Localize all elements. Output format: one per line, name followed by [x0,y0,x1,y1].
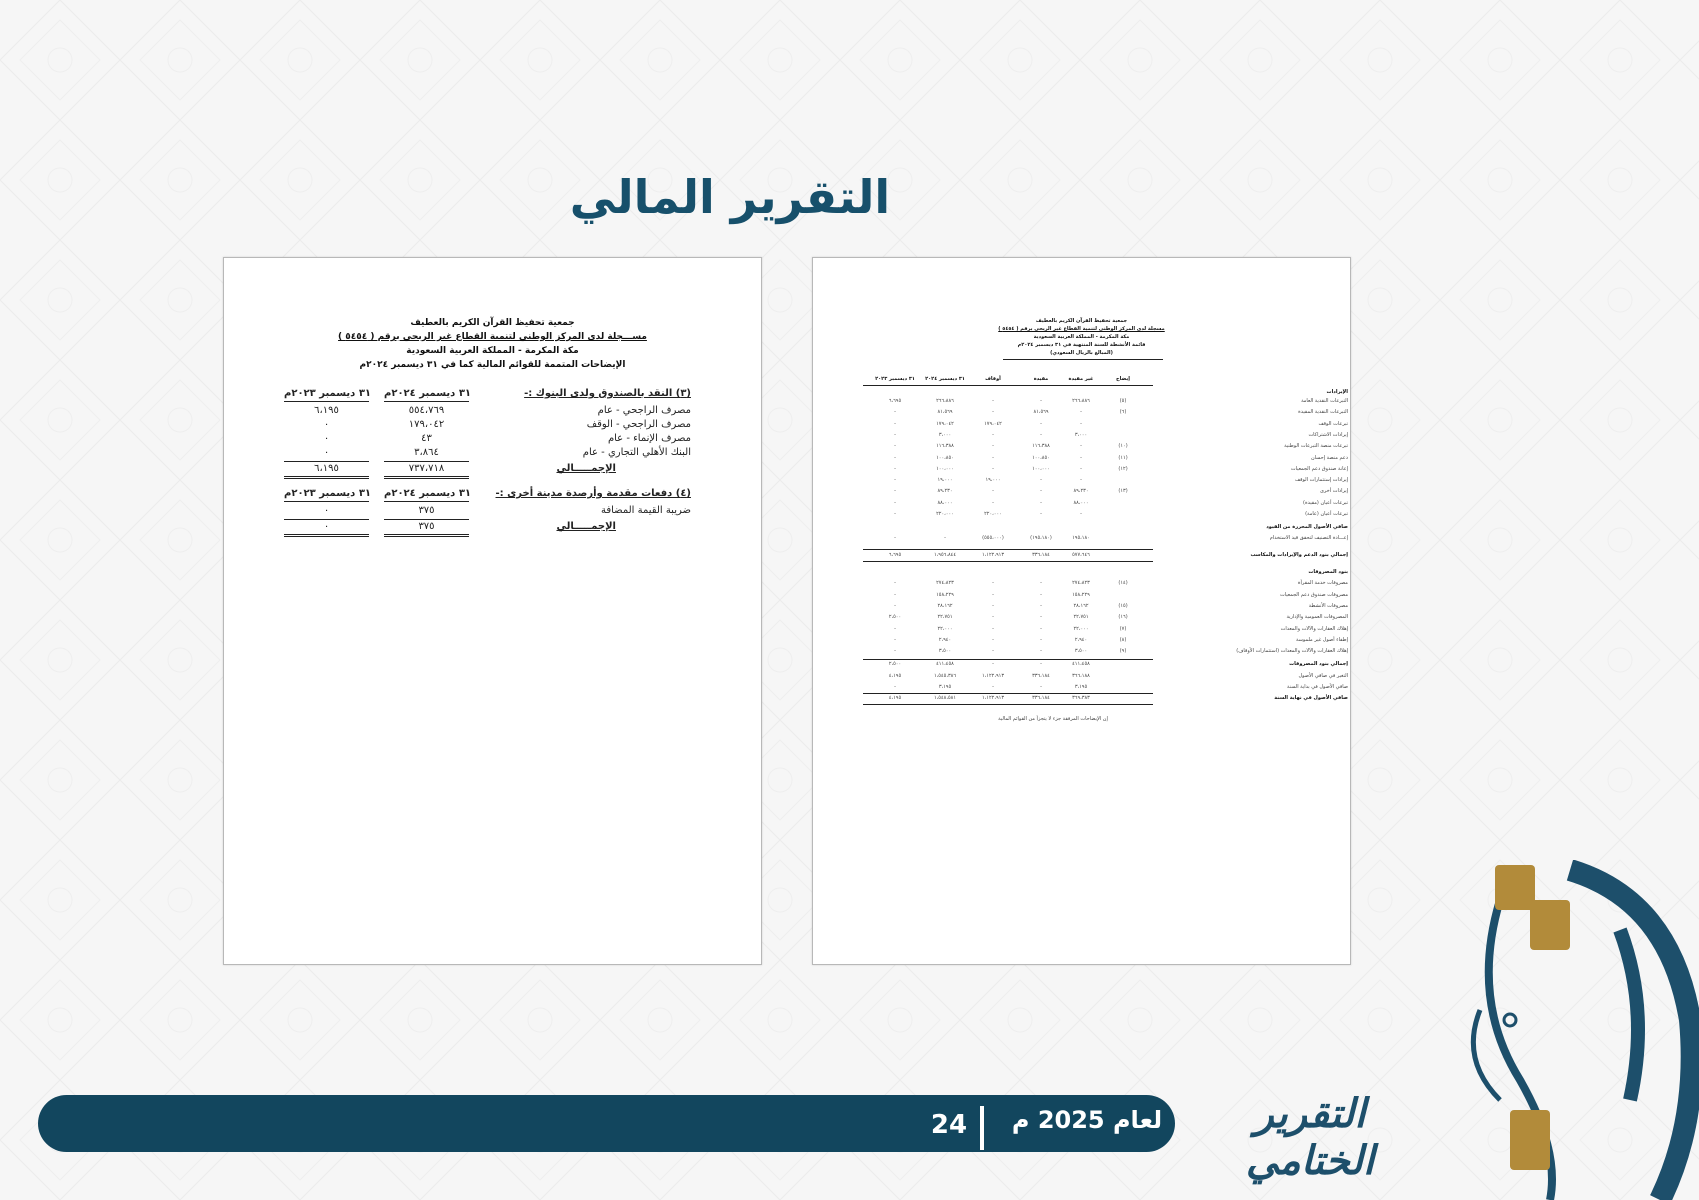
row-value: ١٩،٠٠٠ [985,477,1001,484]
row-label: مصروفات صندوق دعم الجمعيات [1280,591,1348,598]
row-value: - [894,511,896,517]
row-label: تبرعات الوقف [1318,420,1348,427]
note3-row-2023: ٠ [323,433,330,444]
row-label: صافي الأصول في نهاية السنة [1274,695,1348,702]
divider [384,476,469,479]
note3-row-label: البنك الأهلي التجاري - عام [582,447,691,458]
note4-row-label: ضريبة القيمة المضافة [600,505,691,516]
row-value: - [1080,443,1082,450]
row-value: - [992,636,994,643]
note3-row-label: مصرف الراجحي - الوقف [586,419,691,430]
row-value: ٢٦٦،٨٨٦ [1072,398,1090,404]
row-value: ١،١٢٢،٩١٣ [981,673,1005,680]
doc-header-line-1: جمعية تحفيظ القرآن الكريم بالعطيف [1035,318,1128,324]
row-value: ٨١،٥٦٩ [937,409,953,416]
row-value: ٨٩،٢٣٠ [1073,488,1089,495]
row-label: المصروفات العمومية والإدارية [1286,614,1348,621]
row-value: ٣،١٩٥ [938,684,952,691]
row-value: ٢٢،٠٠٠ [1073,625,1089,632]
row-note: (٩) [1119,648,1127,655]
row-note: (٨) [1119,636,1127,643]
note3-row-label: مصرف الراجحي - عام [597,405,691,416]
row-value: - [894,602,896,609]
page-number: 24 [930,1110,968,1140]
note3-row-label: مصرف الإنماء - عام [607,433,691,444]
row-value: ٨٩،٢٣٠ [937,488,953,495]
row-value: - [1080,477,1082,484]
row-value: ١٠٠،٠٠٠ [936,465,954,472]
doc-header-line-2: مسجلة لدى المركز الوطني لتنمية القطاع غير الربحي برقم ( ٥٤٥٤ ) [998,326,1165,332]
column-header: مقيدة [1033,376,1049,382]
row-value: - [1040,614,1042,621]
doc-header-line-4: الإيضاحات المتممة للقوائم المالية كما في ٣١ ديسمبر ٢٠٢٤م [359,360,626,370]
row-value: - [894,477,896,484]
row-value: ٢،٩٤٠ [1074,636,1088,643]
row-value: ٨١،٥٦٩ [1033,409,1049,416]
row-value: ٦،٦٩٥ [888,552,902,559]
doc-header-line-3: مكة المكرمة - المملكة العربية السعودية [406,346,579,356]
note3-col-2024: ٣١ ديسمبر ٢٠٢٤م [384,388,472,399]
row-value: - [1040,648,1042,655]
divider [863,385,1153,386]
row-value: ٥٧٧،٦٤٦ [1072,552,1090,559]
doc-header-line-1: جمعية تحفيظ القرآن الكريم بالعطيف [410,318,575,328]
row-value: ١،٥٤٨،٥٨١ [933,695,957,702]
section-title: بنود المصروفات [1308,569,1348,576]
column-header: إيضاح [1116,376,1130,382]
row-label: مصروفات خدمة المقرأة [1297,580,1348,587]
row-label: تبرعات أعيان (عامة) [1305,511,1348,517]
note3-col-2023: ٣١ ديسمبر ٢٠٢٣م [284,388,372,399]
row-value: ٣٦٦،١٨٨ [1072,673,1090,680]
row-value: - [1040,580,1042,587]
row-value: - [1080,409,1082,416]
row-value: - [894,648,896,655]
row-value: ١٧٩،٠٤٢ [936,420,954,427]
row-value: ٢٧٤،٨٢٣ [936,580,954,587]
row-label: إهلاك العقارات والآلات والمعدات [1280,625,1348,632]
note4-total-2024: ٣٧٥ [418,521,435,532]
row-value: ١٥٨،٢٢٩ [1072,591,1090,598]
divider [284,534,369,537]
row-value: ١١٦،٣٨٨ [1032,443,1050,450]
row-value: ٣،٥٠٠ [1074,648,1088,655]
row-value: - [992,409,994,416]
note3-row-2024: ٥٥٤،٧٦٩ [408,405,445,416]
row-value: ٢٨،١٦٢ [937,602,953,609]
row-value: ١٠٠،٠٠٠ [1032,465,1050,472]
divider [863,704,1153,705]
row-value: ١٧٩،٠٤٢ [984,420,1002,427]
row-value: - [1080,511,1082,517]
document-activities-page [812,257,1351,965]
row-label: إجمالي بنود الدعم والإيرادات والمكاسب [1250,552,1348,559]
row-label: صافي الأصول المحررة من القيود [1266,524,1348,531]
row-value: - [1040,636,1042,643]
row-note: (١٢) [1118,465,1128,472]
row-value: - [894,535,896,542]
row-value: ٢،٩٤٠ [938,636,952,643]
row-value: (٥٥٥،٠٠٠) [982,535,1004,542]
row-value: ٨٨،٠٠٠ [937,499,953,506]
decorative-calligraphy-graphic [1440,860,1699,1200]
row-value: - [1040,431,1042,438]
row-value: ٤،١٩٥ [888,673,902,680]
row-value: - [1080,454,1082,461]
row-value: ٢٦٦،٨٨٦ [936,398,954,404]
row-value: - [894,684,896,691]
note3-row-2024: ٣،٨٦٤ [414,447,439,458]
row-value: - [1040,661,1042,668]
row-note: (١١) [1118,454,1128,461]
divider [863,561,1153,562]
row-value: ٣،٠٠٠ [938,431,952,438]
row-value: - [992,602,994,609]
row-value: ٢٧٤،٨٢٣ [1072,580,1090,587]
row-value: ١٥٨،٢٢٩ [936,591,954,598]
row-label: التبرعات النقدية المقيدة [1298,409,1348,416]
note3-row-2024: ١٧٩،٠٤٢ [408,419,445,430]
row-value: - [992,614,994,621]
row-note: (١٣) [1118,488,1128,495]
row-value: ٢٢،٧٥١ [937,614,953,621]
row-value: ١،١٢٢،٩١٣ [981,695,1005,702]
row-value: - [992,431,994,438]
row-value: - [944,535,946,542]
row-value: ١٠٠،٨٥٠ [936,454,954,461]
note4-title: (٤) دفعات مقدمة وأرصدة مدينة أخرى :- [495,488,691,499]
row-value: - [992,625,994,632]
section-title: الإيرادات [1326,389,1348,395]
row-value: - [992,465,994,472]
row-value: - [1040,420,1042,427]
row-note: (٧) [1119,625,1127,632]
row-value: ٣،٠٠٠ [1074,431,1088,438]
row-value: ٣٣٦،١٨٤ [1032,552,1050,559]
row-value: - [1040,625,1042,632]
row-value: - [1040,602,1042,609]
row-label: دعم منصة إحسان [1310,454,1348,461]
row-value: - [894,454,896,461]
row-value: ١،٩٥٦،٨٤٤ [933,552,957,559]
row-value: - [894,591,896,598]
row-value: ٢٢،٠٠٠ [937,625,953,632]
row-note: (٥) [1119,398,1127,404]
document-notes-page [223,257,762,965]
row-value: ٤١١،٤٥٨ [936,661,954,668]
note3-row-2023: ٦،١٩٥ [314,405,339,416]
note3-total-2023: ٦،١٩٥ [314,463,339,474]
row-value: - [992,488,994,495]
note4-col-2024: ٣١ ديسمبر ٢٠٢٤م [384,488,472,499]
note3-row-2023: ٠ [323,447,330,458]
doc-header-line-2: مســـجلة لدى المركز الوطني لتنمية القطاع غير الربحي برقم ( ٥٤٥٤ ) [338,332,647,342]
row-value: - [894,465,896,472]
row-label: إهلاك العقارات والآلات والمعدات (استثمارات الأوقاف) [1236,648,1348,655]
row-value: ٤١١،٤٥٨ [1072,661,1090,668]
divider [284,476,369,479]
row-note: (١٠) [1118,443,1128,450]
column-header: أوقاف [985,376,1001,382]
row-value: ١،٥٤٥،٣٨٦ [933,673,957,680]
row-value: ٢٢٠،٠٠٠ [984,511,1002,517]
divider [863,659,1153,660]
row-label: مصروفات الأنشطة [1308,602,1348,609]
row-value: - [1040,684,1042,691]
row-label: التبرعات النقدية العامة [1301,398,1348,404]
row-value: ١٩٥،١٨٠ [1072,535,1090,542]
divider [863,693,1153,694]
row-value: - [894,420,896,427]
row-label: إيرادات الاشتراكات [1308,431,1348,438]
row-value: - [1040,477,1042,484]
row-value: - [894,636,896,643]
row-value: - [894,443,896,450]
row-value: ٣،٥٠٠ [938,648,952,655]
divider [863,549,1153,550]
row-value: - [992,591,994,598]
row-label: إعـــادة التصنيف لتحقق قيد الاستخدام [1269,535,1348,542]
row-value: - [1040,499,1042,506]
row-value: ٢٢٠،٠٠٠ [936,511,954,517]
row-note: (١٤) [1118,580,1128,587]
row-label: إطفاء أصول غير ملموسة [1296,636,1348,643]
note3-row-2023: ٠ [323,419,330,430]
doc-header-line-3: مكة المكرمة - المملكة العربية السعودية [1033,334,1130,340]
row-value: (١٩٥،١٨٠) [1030,535,1052,542]
note4-total-2023: ٠ [323,521,330,532]
row-label: التغير في صافي الأصول [1298,673,1348,680]
row-label: تبرعات أعيان (مقيدة) [1303,499,1348,506]
page-title: التقرير المالي [569,170,891,224]
note4-row-2023: ٠ [323,505,330,516]
footnote: إن الإيضاحات المرفقة جزء لا يتجزأ من القوائم المالية [998,716,1108,723]
divider [284,401,369,402]
row-value: - [894,431,896,438]
row-value: ٣٣٦،١٨٤ [1032,673,1050,680]
row-value: - [1040,511,1042,517]
row-value: - [894,499,896,506]
brand-logo-text: التقرير الختامي [1245,1090,1375,1184]
row-value: ٦،٦٩٥ [888,398,902,404]
row-label: إجمالي بنود المصروفات [1289,661,1348,668]
row-note: (١٥) [1118,602,1128,609]
row-label: إعانة صندوق دعم الجمعيات [1290,465,1348,472]
note3-total-2024: ٧٣٧،٧١٨ [408,463,445,474]
divider [384,534,469,537]
note4-col-2023: ٣١ ديسمبر ٢٠٢٣م [284,488,372,499]
row-value: - [992,684,994,691]
row-value: ١١٦،٣٨٨ [936,443,954,450]
note3-total-label: الإجمـــــالي [556,463,616,474]
row-value: ١٠٠،٨٥٠ [1032,454,1050,461]
row-note: (١٦) [1118,614,1128,621]
row-value: - [992,398,994,404]
row-label: صافي الأصول في بداية السنة [1287,684,1348,691]
row-value: ٨٨،٠٠٠ [1073,499,1089,506]
divider [384,501,469,502]
row-value: - [992,443,994,450]
divider [384,401,469,402]
column-header: غير مقيدة [1068,376,1094,382]
row-value: ٢،٥٠٠ [888,661,902,668]
divider [284,501,369,502]
note3-row-2024: ٤٣ [421,433,432,444]
row-value: - [992,454,994,461]
row-note: (٦) [1119,409,1127,416]
note4-total-label: الإجمـــــالي [556,521,616,532]
row-label: تبرعات منصة التبرعات الوطنية [1284,443,1348,450]
row-value: - [1080,465,1082,472]
row-value: ٢٢،٧٥١ [1073,614,1089,621]
row-value: - [992,580,994,587]
row-value: ٢،٥٠٠ [888,614,902,621]
row-value: ٣٣٦،١٨٤ [1032,695,1050,702]
row-value: ٢٨،١٦٢ [1073,602,1089,609]
row-value: ١٩،٠٠٠ [937,477,953,484]
row-value: - [1080,420,1082,427]
row-value: - [1040,398,1042,404]
row-value: - [1040,488,1042,495]
column-header: ٣١ ديسمبر ٢٠٢٤ [925,376,965,382]
row-label: إيرادات أخرى [1320,488,1348,495]
column-header: ٣١ ديسمبر ٢٠٢٣ [875,376,915,382]
row-value: - [894,488,896,495]
row-value: ١،١٢٢،٩١٣ [981,552,1005,559]
row-value: - [894,580,896,587]
row-value: - [992,499,994,506]
note3-title: (٣) النقد بالصندوق ولدى البنوك :- [524,388,691,399]
row-value: - [894,409,896,416]
row-value: - [992,661,994,668]
footer-year-label: لعام 2025 م [1011,1106,1163,1134]
row-label: إيرادات إستثمارات الوقف [1294,477,1348,484]
doc-header-line-4: قائمة الأنشطة للسنة المنتهية في ٣١ ديسمبر ٢٠٢٤م [1017,342,1146,348]
row-value: - [1040,591,1042,598]
note4-row-2024: ٣٧٥ [418,505,435,516]
divider [1003,359,1163,360]
row-value: ٣٦٩،٣٨٣ [1072,695,1090,702]
doc-header-line-5: (المبالغ بالريال السعودي) [1050,350,1113,356]
row-value: - [992,648,994,655]
row-value: - [894,625,896,632]
row-value: ٤،١٩٥ [888,695,902,702]
footer-separator [980,1106,984,1150]
row-value: ٣،١٩٥ [1074,684,1088,691]
